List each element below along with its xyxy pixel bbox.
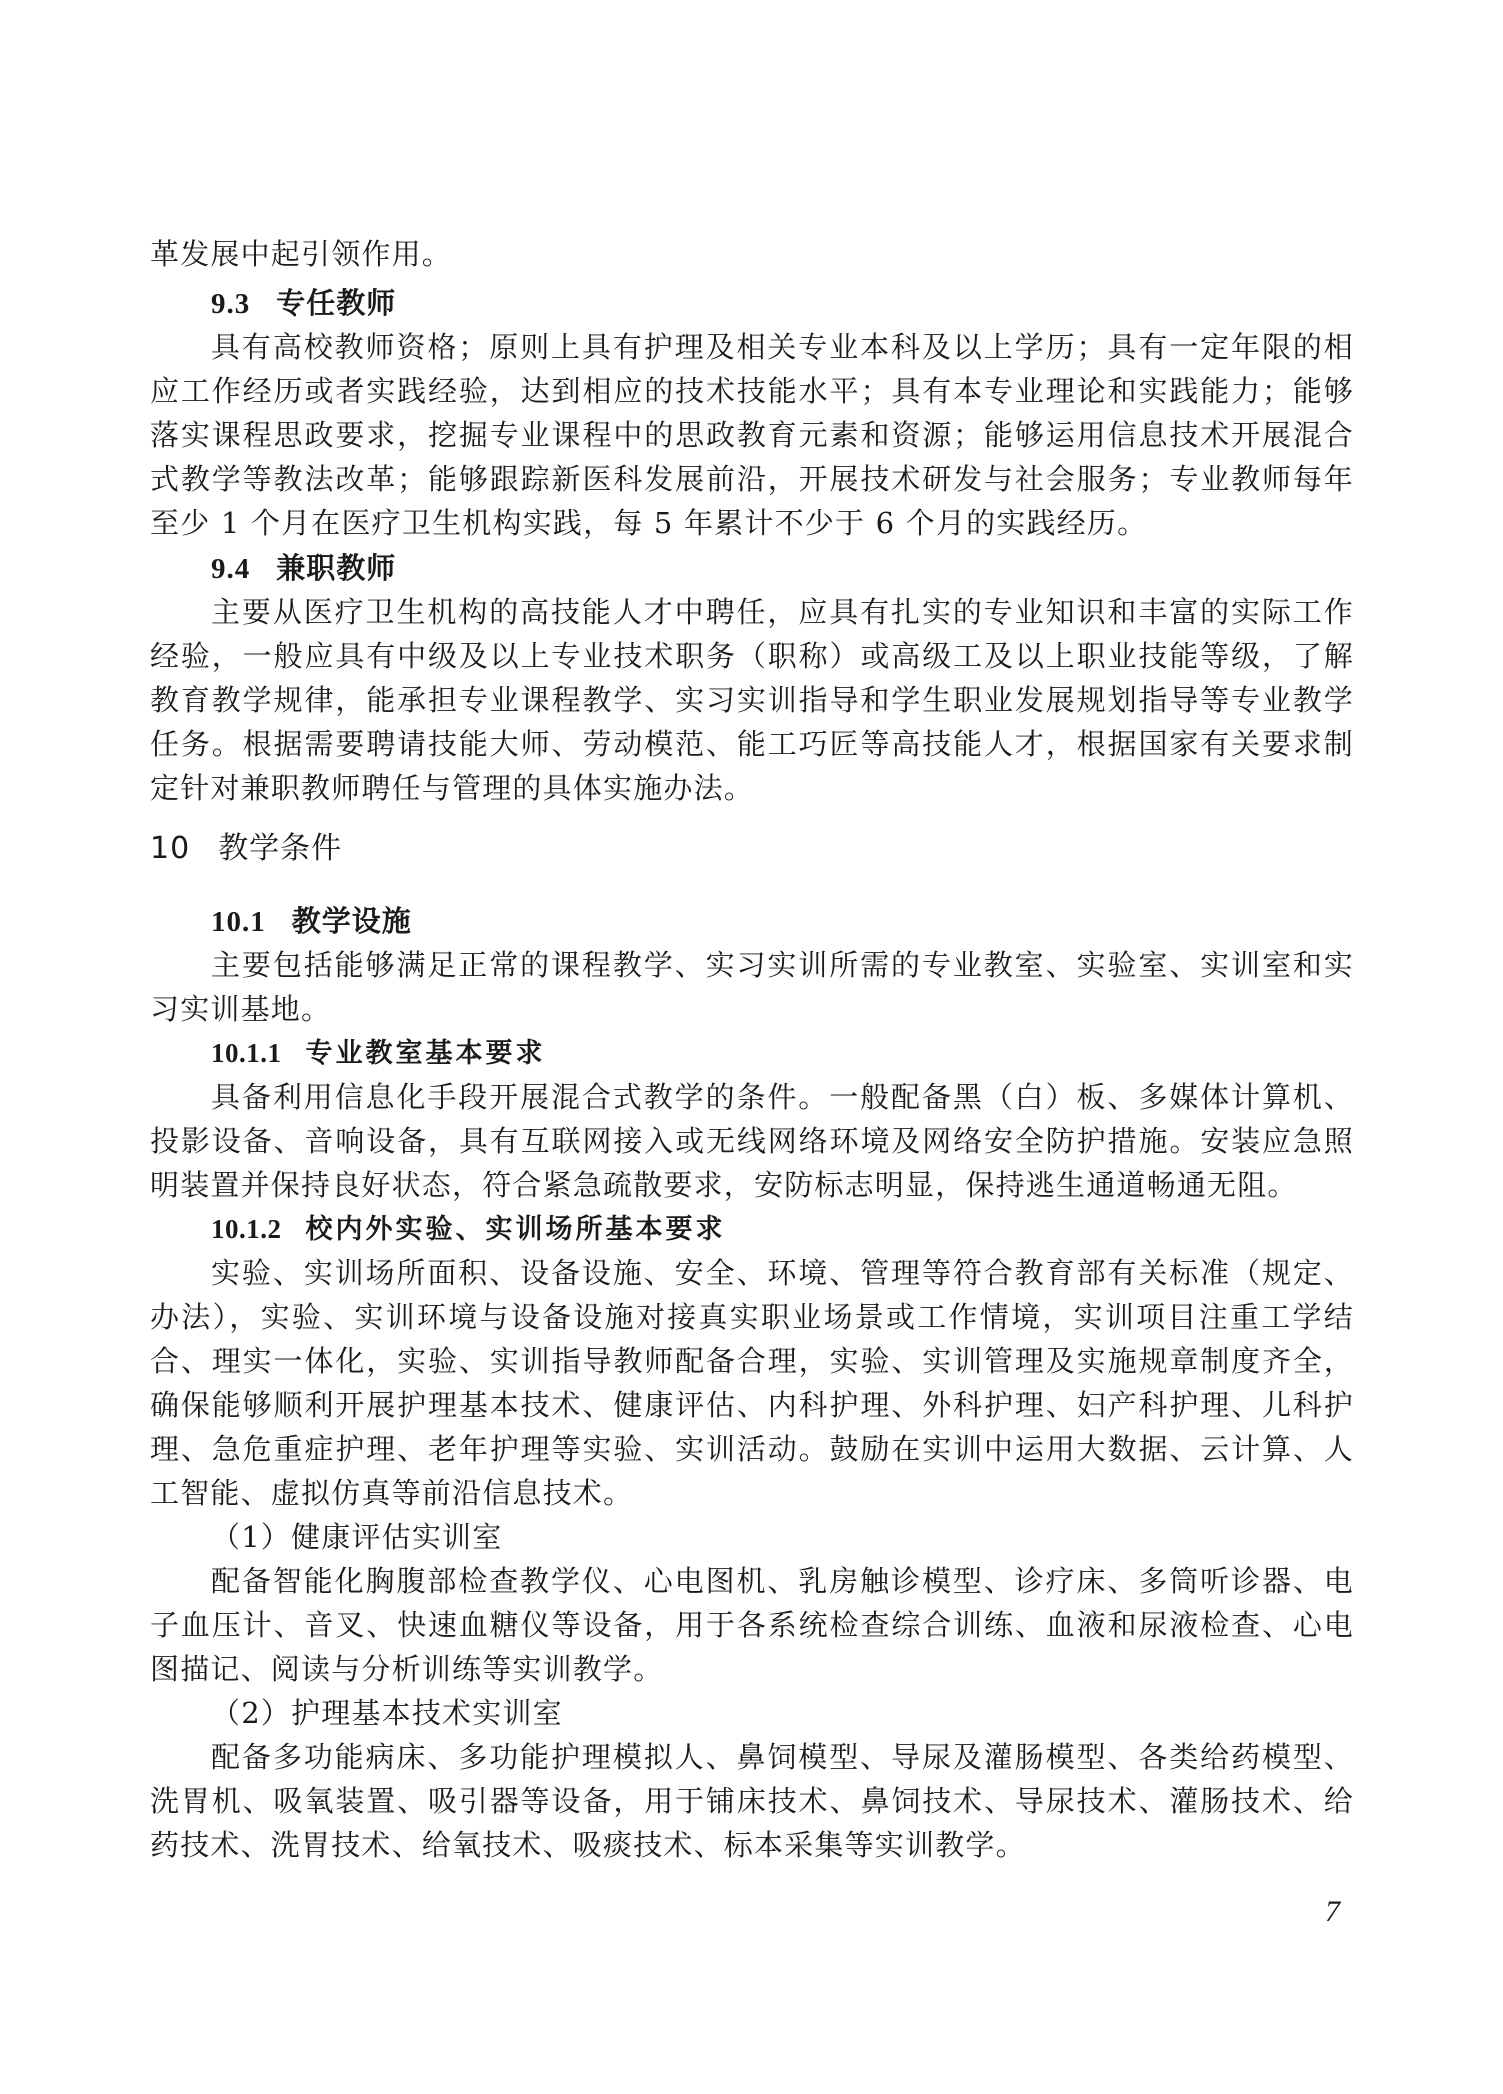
heading-number: 9.3 [211, 288, 251, 320]
paragraph-item-2: 配备多功能病床、多功能护理模拟人、鼻饲模型、导尿及灌肠模型、各类给药模型、洗胃机、吸氧装置、吸引器等设备，用于铺床技术、鼻饲技术、导尿技术、灌肠技术、给药技术、洗胃技术、给氧技术、吸痰技术、标本采集等实训教学。 [150, 1740, 1354, 1862]
heading-number: 10.1 [211, 906, 266, 938]
paragraph-10-1-2: 实验、实训场所面积、设备设施、安全、环境、管理等符合教育部有关标准（规定、办法），实验、实训环境与设备设施对接真实职业场景或工作情境，实训项目注重工学结合、理实一体化，实验、实训指导教师配备合理，实验、实训管理及实施规章制度齐全，确保能够顺利开展护理基本技术、健康评估、内科护理、外科护理、妇产科护理、儿科护理、急危重症护理、老年护理等实验、实训活动。鼓励在实训中运用大数据、云计算、人工智能、虚拟仿真等前沿信息技术。 [150, 1256, 1354, 1510]
paragraph-9-4: 主要从医疗卫生机构的高技能人才中聘任，应具有扎实的专业知识和丰富的实际工作经验，一般应具有中级及以上专业技术职务（职称）或高级工及以上职业技能等级，了解教育教学规律，能承担专业课程教学、实习实训指导和学生职业发展规划指导等专业教学任务。根据需要聘请技能大师、劳动模范、能工巧匠等高技能人才，根据国家有关要求制定针对兼职教师聘任与管理的具体实施办法。 [150, 595, 1354, 805]
heading-9-4 [211, 546, 396, 591]
heading-title: 专业教室基本要求 [305, 1038, 546, 1069]
paragraph-9-3: 具有高校教师资格；原则上具有护理及相关专业本科及以上学历；具有一定年限的相应工作经历或者实践经验，达到相应的技术技能水平；具有本专业理论和实践能力；能够落实课程思政要求，挖掘专业课程中的思政教育元素和资源；能够运用信息技术开展混合式教学等教法改革；能够跟踪新医科发展前沿，开展技术研发与社会服务；专业教师每年至少 1 个月在医疗卫生机构实践，每 5 年累计不少于 6 个月的实践经历。 [150, 330, 1354, 540]
list-item-label: （2）护理基本技术实训室 [211, 1696, 563, 1730]
heading-number: 10.1.2 [211, 1214, 282, 1244]
paragraph-10-1: 主要包括能够满足正常的课程教学、实习实训所需的专业教室、实验室、实训室和实习实训基地。 [150, 948, 1354, 1026]
heading-number: 10 [150, 831, 191, 866]
heading-10-1 [211, 899, 412, 944]
heading-title: 校内外实验、实训场所基本要求 [305, 1214, 726, 1245]
heading-title: 兼职教师 [276, 551, 397, 585]
heading-10-1-2 [211, 1207, 726, 1252]
heading-number: 9.4 [211, 553, 251, 585]
list-item-label: （1）健康评估实训室 [211, 1520, 503, 1554]
heading-title: 教学条件 [218, 831, 343, 866]
heading-10 [150, 827, 342, 871]
paragraph-intro: 革发展中起引领作用。 [150, 237, 453, 271]
paragraph-10-1-1: 具备利用信息化手段开展混合式教学的条件。一般配备黑（白）板、多媒体计算机、投影设备、音响设备，具有互联网接入或无线网络环境及网络安全防护措施。安装应急照明装置并保持良好状态，符合紧急疏散要求，安防标志明显，保持逃生通道畅通无阻。 [150, 1080, 1354, 1202]
heading-9-3 [211, 281, 396, 326]
heading-title: 专任教师 [276, 286, 397, 320]
heading-10-1-1 [211, 1031, 546, 1076]
heading-number: 10.1.1 [211, 1038, 282, 1068]
page-number: 7 [1325, 1895, 1340, 1928]
heading-title: 教学设施 [291, 904, 412, 938]
paragraph-item-1: 配备智能化胸腹部检查教学仪、心电图机、乳房触诊模型、诊疗床、多筒听诊器、电子血压计、音叉、快速血糖仪等设备，用于各系统检查综合训练、血液和尿液检查、心电图描记、阅读与分析训练等实训教学。 [150, 1564, 1354, 1686]
